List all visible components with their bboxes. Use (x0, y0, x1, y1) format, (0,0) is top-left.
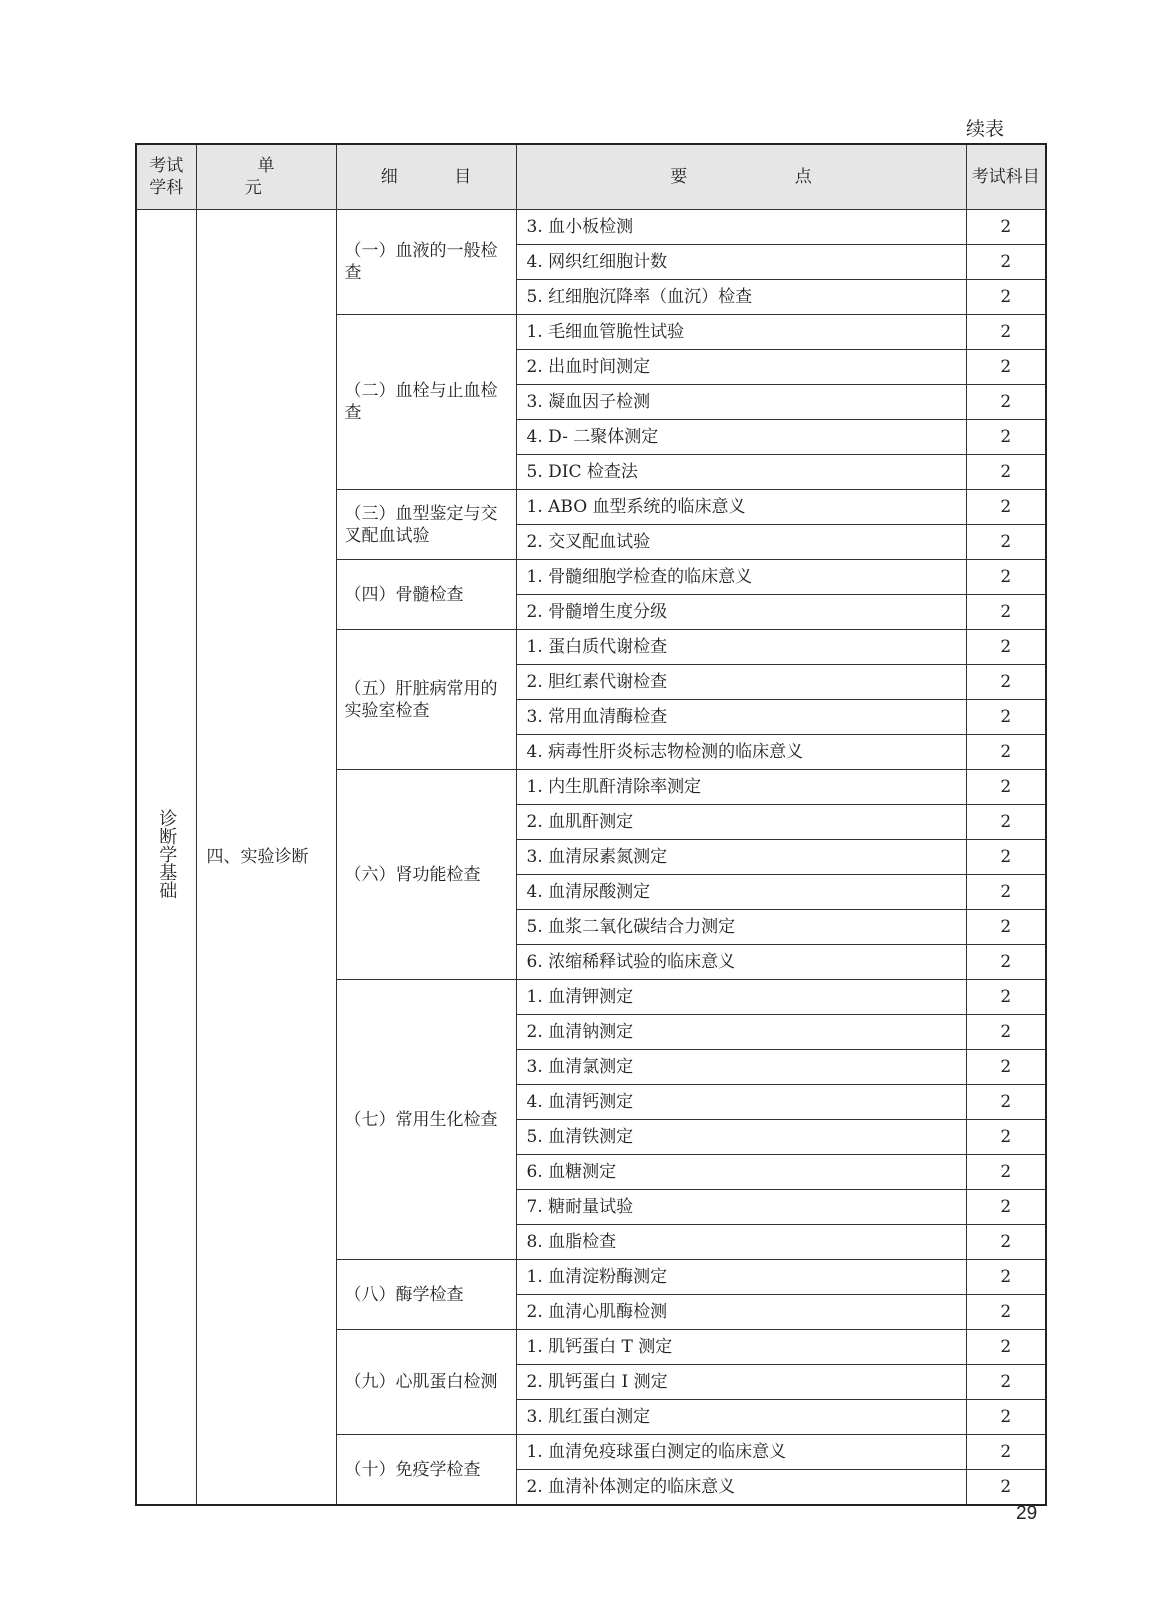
column-header-level: 考试科目 (966, 144, 1046, 210)
subject-cell (136, 210, 196, 1506)
level-cell: 2 (966, 1260, 1046, 1295)
point-cell: 2. 胆红素代谢检查 (516, 665, 966, 700)
continued-label: 续表 (966, 118, 1005, 140)
level-cell: 2 (966, 665, 1046, 700)
point-cell: 8. 血脂检查 (516, 1225, 966, 1260)
item-cell: （五）肝脏病常用的实验室检查 (336, 630, 516, 770)
point-cell: 2. 肌钙蛋白 I 测定 (516, 1365, 966, 1400)
point-cell: 3. 常用血清酶检查 (516, 700, 966, 735)
level-cell: 2 (966, 840, 1046, 875)
point-cell: 3. 血小板检测 (516, 210, 966, 245)
item-cell: （一）血液的一般检查 (336, 210, 516, 315)
point-cell: 6. 血糖测定 (516, 1155, 966, 1190)
point-cell: 1. 血清免疫球蛋白测定的临床意义 (516, 1435, 966, 1470)
point-cell: 5. 红细胞沉降率（血沉）检查 (516, 280, 966, 315)
item-cell: （六）肾功能检查 (336, 770, 516, 980)
subject-text: 诊断学基础 (156, 809, 178, 899)
point-cell: 2. 血清钠测定 (516, 1015, 966, 1050)
table-body (136, 210, 1046, 1506)
table-row (136, 210, 1046, 245)
point-cell: 7. 糖耐量试验 (516, 1190, 966, 1225)
point-cell: 4. 血清钙测定 (516, 1085, 966, 1120)
level-cell: 2 (966, 1365, 1046, 1400)
level-cell: 2 (966, 630, 1046, 665)
column-header-point: 要 点 (516, 144, 966, 210)
point-cell: 1. 血清钾测定 (516, 980, 966, 1015)
item-cell: （九）心肌蛋白检测 (336, 1330, 516, 1435)
item-cell: （二）血栓与止血检查 (336, 315, 516, 490)
column-header-item: 细 目 (336, 144, 516, 210)
point-cell: 2. 血清心肌酶检测 (516, 1295, 966, 1330)
point-cell: 3. 凝血因子检测 (516, 385, 966, 420)
item-cell: （十）免疫学检查 (336, 1435, 516, 1506)
point-cell: 2. 骨髓增生度分级 (516, 595, 966, 630)
level-cell: 2 (966, 1050, 1046, 1085)
point-cell: 2. 血清补体测定的临床意义 (516, 1470, 966, 1506)
point-cell: 1. 血清淀粉酶测定 (516, 1260, 966, 1295)
level-cell: 2 (966, 1085, 1046, 1120)
point-cell: 6. 浓缩稀释试验的临床意义 (516, 945, 966, 980)
level-cell: 2 (966, 350, 1046, 385)
level-cell: 2 (966, 1190, 1046, 1225)
level-cell: 2 (966, 1435, 1046, 1470)
level-cell: 2 (966, 490, 1046, 525)
level-cell: 2 (966, 420, 1046, 455)
item-cell: （三）血型鉴定与交叉配血试验 (336, 490, 516, 560)
level-cell: 2 (966, 1015, 1046, 1050)
point-cell: 5. 血浆二氧化碳结合力测定 (516, 910, 966, 945)
point-cell: 4. 血清尿酸测定 (516, 875, 966, 910)
level-cell: 2 (966, 245, 1046, 280)
level-cell: 2 (966, 560, 1046, 595)
point-cell: 4. 病毒性肝炎标志物检测的临床意义 (516, 735, 966, 770)
level-cell: 2 (966, 875, 1046, 910)
level-cell: 2 (966, 1120, 1046, 1155)
point-cell: 1. 毛细血管脆性试验 (516, 315, 966, 350)
level-cell: 2 (966, 1155, 1046, 1190)
point-cell: 1. ABO 血型系统的临床意义 (516, 490, 966, 525)
page-number: 29 (1016, 1503, 1038, 1524)
level-cell: 2 (966, 595, 1046, 630)
level-cell: 2 (966, 280, 1046, 315)
point-cell: 2. 血肌酐测定 (516, 805, 966, 840)
point-cell: 2. 出血时间测定 (516, 350, 966, 385)
level-cell: 2 (966, 735, 1046, 770)
table-header-row (136, 144, 1046, 210)
point-cell: 1. 蛋白质代谢检查 (516, 630, 966, 665)
point-cell: 1. 肌钙蛋白 T 测定 (516, 1330, 966, 1365)
level-cell: 2 (966, 910, 1046, 945)
level-cell: 2 (966, 945, 1046, 980)
point-cell: 4. D- 二聚体测定 (516, 420, 966, 455)
level-cell: 2 (966, 525, 1046, 560)
level-cell: 2 (966, 1295, 1046, 1330)
point-cell: 2. 交叉配血试验 (516, 525, 966, 560)
unit-cell: 四、实验诊断 (196, 210, 336, 1506)
level-cell: 2 (966, 980, 1046, 1015)
column-header-unit: 单 元 (196, 144, 336, 210)
level-cell: 2 (966, 700, 1046, 735)
level-cell: 2 (966, 385, 1046, 420)
syllabus-table (135, 143, 1047, 1506)
level-cell: 2 (966, 210, 1046, 245)
point-cell: 3. 肌红蛋白测定 (516, 1400, 966, 1435)
column-header-subject: 考试学科 (136, 144, 196, 210)
point-cell: 1. 内生肌酐清除率测定 (516, 770, 966, 805)
level-cell: 2 (966, 315, 1046, 350)
level-cell: 2 (966, 1470, 1046, 1506)
level-cell: 2 (966, 1225, 1046, 1260)
item-cell: （七）常用生化检查 (336, 980, 516, 1260)
item-cell: （八）酶学检查 (336, 1260, 516, 1330)
point-cell: 1. 骨髓细胞学检查的临床意义 (516, 560, 966, 595)
level-cell: 2 (966, 805, 1046, 840)
level-cell: 2 (966, 1400, 1046, 1435)
item-cell: （四）骨髓检查 (336, 560, 516, 630)
point-cell: 5. 血清铁测定 (516, 1120, 966, 1155)
level-cell: 2 (966, 455, 1046, 490)
point-cell: 5. DIC 检查法 (516, 455, 966, 490)
point-cell: 3. 血清尿素氮测定 (516, 840, 966, 875)
level-cell: 2 (966, 770, 1046, 805)
point-cell: 3. 血清氯测定 (516, 1050, 966, 1085)
point-cell: 4. 网织红细胞计数 (516, 245, 966, 280)
level-cell: 2 (966, 1330, 1046, 1365)
